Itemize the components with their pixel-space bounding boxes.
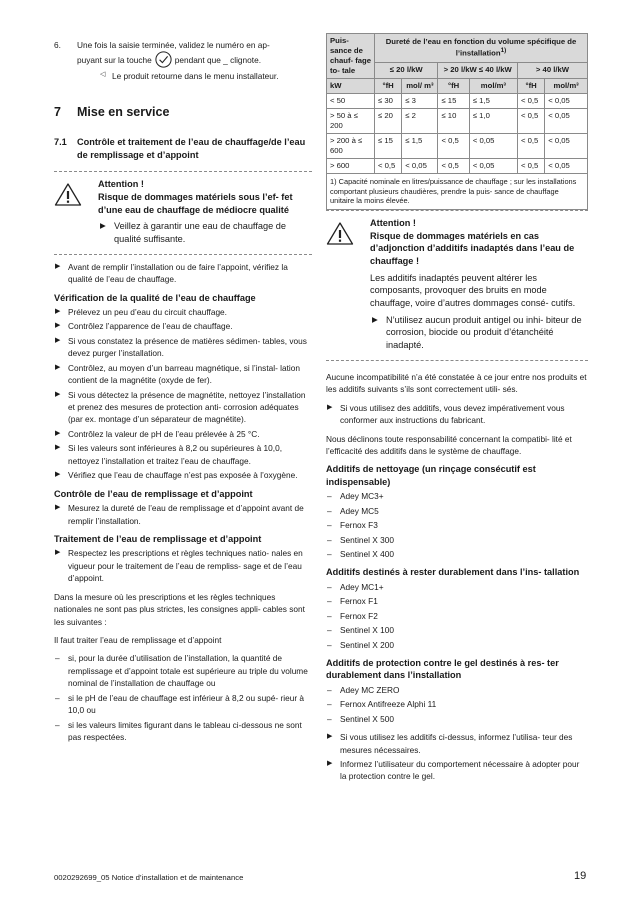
table-cell: < 0,05 <box>545 134 588 159</box>
table-cell: < 0,5 <box>517 94 544 109</box>
warning-title: Attention ! <box>370 217 416 228</box>
condition-item: – si les valeurs limites figurant dans le tableau ci-dessous ne sont pas respectées. <box>54 719 312 744</box>
table-cell: < 0,5 <box>517 159 544 174</box>
step-text-line1: Une fois la saisie terminée, validez le numéro en ap- <box>77 40 270 50</box>
list-item: ▶ Vérifiez que l’eau de chauffage n’est pas exposée à l’oxygène. <box>54 469 312 481</box>
table-unit-header: mol/m³ <box>469 79 517 94</box>
step-text-line2-b: pendant que _ clignote. <box>174 54 262 65</box>
warning-subtitle: Risque de dommages matériels en cas d’adjonction d’additifs inadaptés dans l’eau de chauffage ! <box>370 230 575 266</box>
warning-body: Les additifs inadaptés peuvent altérer les composants, provoquer des bruits en mode chauffage, voire d’autres dommages consé- cutifs. <box>370 272 576 308</box>
table-cell: < 0,05 <box>545 94 588 109</box>
page-number: 19 <box>574 870 587 882</box>
list-item: – Adey MC3+ <box>326 490 588 502</box>
warning-subtitle: Risque de dommages matériels sous l’ef- fet d’une eau de chauffage de médiocre qualité <box>98 191 293 215</box>
list-item: – Sentinel X 500 <box>326 713 588 725</box>
list-item: ▶ Mesurez la dureté de l’eau de remplissage et d’appoint avant de remplir l’installation. <box>54 502 312 527</box>
warning-icon <box>326 217 370 352</box>
table-row <box>327 94 588 109</box>
warning-instruction: ▶ N’utilisez aucun produit antigel ou inhi- biteur de corrosion, biocide ou produit d’étanchéité inadapté. <box>370 314 588 352</box>
list-item: ▶ Contrôlez, au moyen d’un barreau magnétique, si l’instal- lation contient de la magnétite (oxyde de fer). <box>54 362 312 387</box>
table-cell: ≤ 1,0 <box>469 109 517 134</box>
table-cell: ≤ 1,5 <box>402 134 438 159</box>
list-item: ▶ Si vous utilisez les additifs ci-dessus, informez l’utilisa- teur des mesures nécessaires. <box>326 731 588 756</box>
list-item: – Fernox F3 <box>326 519 588 531</box>
right-column <box>326 33 588 783</box>
table-unit-header: °fH <box>375 79 402 94</box>
check-button-icon <box>155 51 172 68</box>
list-item: ▶ Respectez les prescriptions et règles techniques natio- nales en vigueur pour le traitement de l’eau de rempliss- sage et de l’eau d’appoint. <box>54 547 312 584</box>
table-header-hardness <box>375 34 588 63</box>
intro-instruction: ▶ Avant de remplir l’installation ou de faire l’appoint, vérifiez la qualité de l’eau de chauffage. <box>54 261 312 286</box>
step-number: 6. <box>54 40 61 50</box>
list-item: ▶ Si les valeurs sont inférieures à 8,2 ou supérieures à 10,0, nettoyez l’installation et traitez l’eau de chauffage. <box>54 442 312 467</box>
heading-frost-additives: Additifs de protection contre le gel destinés à res- ter durablement dans l’installation <box>326 658 559 681</box>
step-result-text: Le produit retourne dans le menu installateur. <box>112 71 279 82</box>
list-item: ▶ Si vous détectez la présence de magnétite, nettoyez l’installation et prenez des mesures de protection anti- corrosion adéquates (par ex. montage d’un séparateur de magnétite). <box>54 389 312 426</box>
section-title: Mise en service <box>77 104 170 119</box>
table-cell: ≤ 15 <box>375 134 402 159</box>
heading-check-heating-water: Vérification de la qualité de l’eau de chauffage <box>54 292 256 303</box>
table-cell: < 0,5 <box>517 109 544 134</box>
table-cell: < 0,5 <box>438 159 469 174</box>
table-footnote: 1) Capacité nominale en litres/puissance de chauffage ; sur les installations comportant plusieurs chaudières, prendre la puis- sance de chauffage unitaire la moins élevée. <box>327 174 588 210</box>
table-unit-header: kW <box>327 79 375 94</box>
table-cell: < 0,5 <box>438 134 469 159</box>
paragraph-treat: Il faut traiter l’eau de remplissage et d’appoint <box>54 635 222 646</box>
table-cell: < 0,5 <box>517 134 544 159</box>
table-cell: < 50 <box>327 94 375 109</box>
list-item: ▶ Prélevez un peu d’eau du circuit chauffage. <box>54 306 312 318</box>
table-cell: > 200 à ≤ 600 <box>327 134 375 159</box>
list-item: – Adey MC1+ <box>326 581 588 593</box>
warning-instruction: ▶ Veillez à garantir une eau de chauffage de qualité suffisante. <box>98 220 312 245</box>
table-cell: ≤ 30 <box>375 94 402 109</box>
list-item: – Sentinel X 300 <box>326 534 588 546</box>
table-row <box>327 134 588 159</box>
heading-cleaning-additives: Additifs de nettoyage (un rinçage consécutif est indispensable) <box>326 464 536 487</box>
paragraph-compatibility: Aucune incompatibilité n’a été constatée à ce jour entre nos produits et les additifs suivants s’ils sont correctement utili- sés. <box>326 371 587 395</box>
warning-box-additives <box>326 210 588 361</box>
list-item: – Sentinel X 400 <box>326 548 588 560</box>
list-item: ▶ Contrôlez l’apparence de l’eau de chauffage. <box>54 320 312 332</box>
table-cell: < 0,05 <box>545 159 588 174</box>
table-cell: ≤ 20 <box>375 109 402 134</box>
list-item: ▶ Si vous constatez la présence de matières sédimen- tables, vous devez purger l’installation. <box>54 335 312 360</box>
warning-title: Attention ! <box>98 179 144 190</box>
paragraph-liability: Nous déclinons toute responsabilité concernant la compatibi- lité et l’efficacité des additifs dans le système de chauffage. <box>326 433 572 456</box>
table-row <box>327 109 588 134</box>
paragraph-rules: Dans la mesure où les prescriptions et les règles techniques nationales ne sont pas plus strictes, les consignes appli- cables sont les suivantes : <box>54 591 305 627</box>
table-cell: ≤ 10 <box>438 109 469 134</box>
table-group-header: > 20 l/kW ≤ 40 l/kW <box>438 62 518 78</box>
table-cell: < 0,05 <box>402 159 438 174</box>
list-item: – Sentinel X 200 <box>326 639 588 651</box>
table-unit-header: mol/ m³ <box>402 79 438 94</box>
instruction-manufacturer: ▶ Si vous utilisez des additifs, vous devez impérativement vous conformer aux instructions du fabricant. <box>326 402 588 427</box>
table-cell: > 600 <box>327 159 375 174</box>
subsection-number: 7.1 <box>54 136 67 147</box>
table-row <box>327 159 588 174</box>
list-item: – Sentinel X 100 <box>326 624 588 636</box>
table-cell: < 0,05 <box>469 134 517 159</box>
list-item: – Fernox Antifreeze Alphi 11 <box>326 698 588 710</box>
list-item: – Fernox F2 <box>326 610 588 622</box>
table-unit-header: °fH <box>517 79 544 94</box>
table-cell: < 0,05 <box>545 109 588 134</box>
table-cell: < 0,05 <box>469 159 517 174</box>
list-item: – Fernox F1 <box>326 595 588 607</box>
list-item: – Adey MC5 <box>326 505 588 517</box>
table-cell: ≤ 15 <box>438 94 469 109</box>
table-cell: ≤ 2 <box>402 109 438 134</box>
result-triangle-icon: ◁ <box>100 71 106 79</box>
heading-treat-fill-water: Traitement de l’eau de remplissage et d’appoint <box>54 533 262 544</box>
list-item: ▶ Contrôlez la valeur de pH de l’eau prélevée à 25 °C. <box>54 428 312 440</box>
section-number: 7 <box>54 104 61 119</box>
table-cell: ≤ 3 <box>402 94 438 109</box>
subsection-title: Contrôle et traitement de l’eau de chauffage/de l’eau de remplissage et d’appoint <box>77 136 306 160</box>
table-header-power: Puis- sance de chauf- fage to- tale <box>327 34 375 79</box>
heading-check-fill-water: Contrôle de l’eau de remplissage et d’appoint <box>54 488 253 499</box>
table-group-header: > 40 l/kW <box>517 62 587 78</box>
subsection-heading <box>54 136 312 161</box>
step-6 <box>54 39 312 83</box>
table-header-footnote-mark: 1) <box>500 47 507 55</box>
left-column <box>54 39 312 744</box>
list-item: ▶ Informez l’utilisateur du comportement nécessaire à adopter pour la protection contre le gel. <box>326 758 588 783</box>
heading-permanent-additives: Additifs destinés à rester durablement dans l’ins- tallation <box>326 567 580 578</box>
table-group-header: ≤ 20 l/kW <box>375 62 438 78</box>
table-unit-header: °fH <box>438 79 469 94</box>
step-text-line2 <box>77 51 312 68</box>
condition-item: – si, pour la durée d’utilisation de l’installation, la quantité de remplissage et d’appoint totale est supérieure au triple du volume nominal de l’installation de chauffage ou <box>54 652 312 689</box>
table-cell: < 0,5 <box>375 159 402 174</box>
table-cell: > 50 à ≤ 200 <box>327 109 375 134</box>
step-result <box>77 70 312 82</box>
step-text-line2-a: puyant sur la touche <box>77 54 152 65</box>
section-heading <box>54 105 312 120</box>
list-item: – Adey MC ZERO <box>326 684 588 696</box>
warning-icon <box>54 178 98 245</box>
table-unit-header: mol/m³ <box>545 79 588 94</box>
warning-box-water-quality <box>54 171 312 254</box>
table-cell: ≤ 1,5 <box>469 94 517 109</box>
water-hardness-table <box>326 33 588 210</box>
condition-item: – si le pH de l’eau de chauffage est inférieur à 8,2 ou supé- rieur à 10,0 ou <box>54 692 312 717</box>
table-header-hardness-text: Dureté de l’eau en fonction du volume spécifique de l’installation <box>385 37 577 58</box>
footer-document-reference: 0020292699_05 Notice d’installation et de maintenance <box>54 873 244 882</box>
